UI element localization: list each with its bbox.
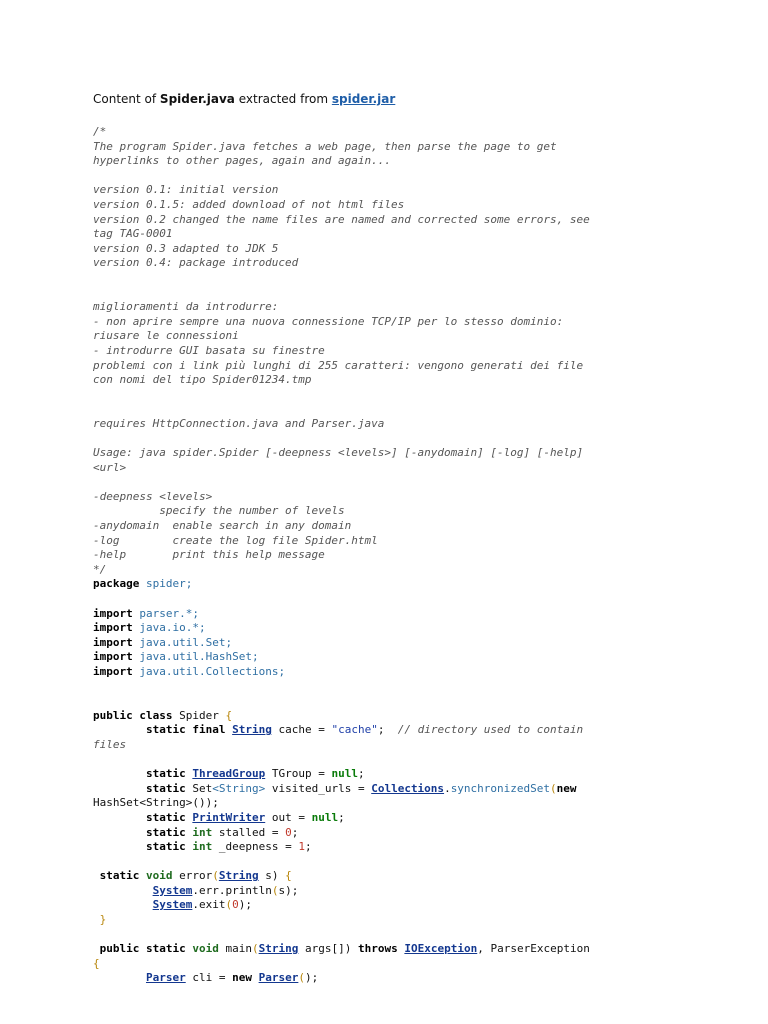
comment-line: -deepness <levels>	[93, 489, 213, 503]
comment-line: - non aprire sempre una nuova connessione TCP/IP per lo stesso dominio:	[93, 314, 564, 328]
keyword: static	[146, 942, 186, 956]
comment-line: The program Spider.java fetches a web page, then parse the page to get	[93, 139, 557, 153]
keyword: static	[145, 825, 186, 839]
method-name: .err.println	[192, 883, 272, 897]
comment-line: riusare le connessioni	[93, 329, 239, 343]
keyword: import	[93, 635, 133, 649]
type-link[interactable]: PrintWriter	[192, 810, 266, 824]
type-link[interactable]: Parser	[145, 971, 186, 985]
comment-line: tag TAG-0001	[93, 227, 173, 241]
comment-line: files	[93, 737, 127, 751]
identifier: s	[265, 869, 272, 883]
identifier: HashSet<String>()	[93, 796, 206, 810]
number-literal: 0	[232, 898, 239, 912]
identifier: java.util.HashSet	[139, 650, 252, 664]
keyword: null	[331, 767, 358, 781]
keyword: static	[145, 781, 186, 795]
keyword: public	[93, 708, 133, 722]
identifier: s	[278, 883, 286, 897]
keyword: static	[145, 767, 186, 781]
keyword: int	[192, 840, 213, 854]
keyword: package	[93, 577, 140, 591]
comment-line: -anydomain enable search in any domain	[93, 519, 352, 533]
keyword: import	[93, 664, 133, 678]
type-name: Set	[192, 781, 213, 795]
keyword: void	[146, 869, 173, 883]
method-name: .exit	[192, 898, 226, 912]
keyword: new	[232, 971, 252, 985]
comment-line: con nomi del tipo Spider01234.tmp	[93, 373, 312, 387]
comment-line: -help print this help message	[93, 548, 325, 562]
number-literal: 0	[285, 825, 292, 839]
type-link[interactable]: Collections	[371, 781, 445, 795]
method-name: synchronizedSet	[450, 781, 551, 795]
identifier: cache	[278, 723, 312, 737]
comment-line: miglioramenti da introdurre:	[93, 300, 279, 314]
keyword: static	[145, 723, 186, 737]
type-link[interactable]: System	[152, 898, 193, 912]
identifier: out	[271, 810, 292, 824]
comment-line: version 0.1.5: added download of not html files	[93, 197, 405, 211]
comment-line: hyperlinks to other pages, again and again...	[93, 154, 392, 168]
keyword: import	[93, 621, 133, 635]
identifier: parser.*	[139, 606, 193, 620]
keyword: static	[99, 869, 140, 883]
comment-line: requires HttpConnection.java and Parser.java	[93, 416, 385, 430]
comment-line: // directory used to contain	[397, 723, 584, 737]
type-link[interactable]: IOException	[404, 942, 478, 956]
comment-line: - introdurre GUI basata su finestre	[93, 343, 325, 357]
keyword: int	[192, 825, 213, 839]
identifier: args[]	[305, 942, 345, 956]
comment-line: specify the number of levels	[93, 504, 345, 518]
keyword: final	[192, 723, 226, 737]
identifier: stalled	[218, 825, 266, 839]
keyword: new	[556, 781, 577, 795]
comment-line: -log create the log file Spider.html	[93, 533, 378, 547]
type-link[interactable]: ThreadGroup	[192, 767, 266, 781]
method-name: main	[225, 942, 252, 956]
comment-line: Usage: java spider.Spider [-deepness <levels>] [-anydomain] [-log] [-help]	[93, 446, 584, 460]
type-name: ParserException	[490, 942, 590, 956]
comment-line: version 0.3 adapted to JDK 5	[93, 241, 279, 255]
string-literal: "cache"	[331, 723, 378, 737]
keyword: import	[93, 650, 133, 664]
comment-line: <url>	[93, 460, 127, 474]
header-middle: extracted from	[234, 92, 332, 106]
comment-line: */	[93, 562, 107, 576]
header-prefix: Content of	[93, 92, 160, 106]
identifier: java.util.Set	[139, 635, 226, 649]
identifier: java.util.Collections	[139, 664, 279, 678]
type-link[interactable]: String	[232, 723, 272, 737]
number-literal: 1	[298, 840, 305, 854]
document-header	[93, 92, 395, 106]
generic-type: <String>	[212, 781, 266, 795]
identifier: spider	[145, 577, 186, 591]
type-link[interactable]: Parser	[258, 971, 299, 985]
comment-line: version 0.4: package introduced	[93, 256, 299, 270]
type-link[interactable]: String	[258, 942, 299, 956]
type-link[interactable]: System	[152, 883, 193, 897]
identifier: visited_urls	[271, 781, 352, 795]
identifier: java.io.*	[139, 621, 199, 635]
comment-line: /*	[93, 125, 107, 138]
class-name: Spider	[179, 708, 219, 722]
keyword: import	[93, 606, 133, 620]
spider-jar-link[interactable]: spider.jar	[331, 92, 396, 106]
header-filename: Spider.java	[159, 92, 235, 106]
identifier: cli	[192, 971, 213, 985]
method-name: error	[179, 869, 213, 883]
keyword: static	[145, 840, 186, 854]
keyword: void	[192, 942, 219, 956]
keyword: null	[311, 810, 339, 824]
keyword: class	[139, 708, 173, 722]
identifier: _deepness	[218, 840, 279, 854]
identifier: TGroup	[271, 767, 312, 781]
keyword: public	[99, 942, 140, 956]
source-code: /* The program Spider.java fetches a web page, then parse the page to get hyperlinks to other pages, again and again... version 0.1: initial version version 0.1.5: added download of not html files version 0.2 changed the name files are named and corrected some errors, see tag TAG-0001 version 0.3 adapted to JDK 5 version 0.4: package introduced miglioramenti da introdurre: - non aprire sempre una nuova connessione TCP/IP per lo stesso dominio: riusare le connessioni - introdurre GUI basata su finestre problemi con i link più lunghi di 255 caratteri: vengono generati dei file con nomi del tipo Spider01234.tmp requires HttpConnection.java and Parser.java Usage: java spider.Spider [-deepness <levels>] [-anydomain] [-log] [-help] <url> -deepness <levels> specify the number of levels -anydomain enable search in any domain -log create the log file Spider.html -help print this help message */ package spider; import parser.*; import java.io.*; import java.util.Set; import java.util.HashSet; import java.util.Collections; public class Spider { static final String cache = "cache"; // directory used to contain files static ThreadGroup TGroup = null; static Set<String> visited_urls = Collections.synchronizedSet(new HashSet<String>()); static PrintWriter out = null; static int stalled = 0; static int _deepness = 1; static void error(String s) { System.err.println(s); System.exit(0); } public static void main(String args[]) throws IOException, ParserException { Parser cli = new Parser();	[93, 125, 590, 985]
keyword: static	[145, 810, 186, 824]
comment-line: version 0.2 changed the name files are named and corrected some errors, see	[93, 212, 590, 226]
keyword: throws	[358, 942, 398, 956]
type-link[interactable]: String	[218, 869, 259, 883]
comment-line: problemi con i link più lunghi di 255 caratteri: vengono generati dei file	[93, 358, 584, 372]
comment-line: version 0.1: initial version	[93, 183, 279, 197]
